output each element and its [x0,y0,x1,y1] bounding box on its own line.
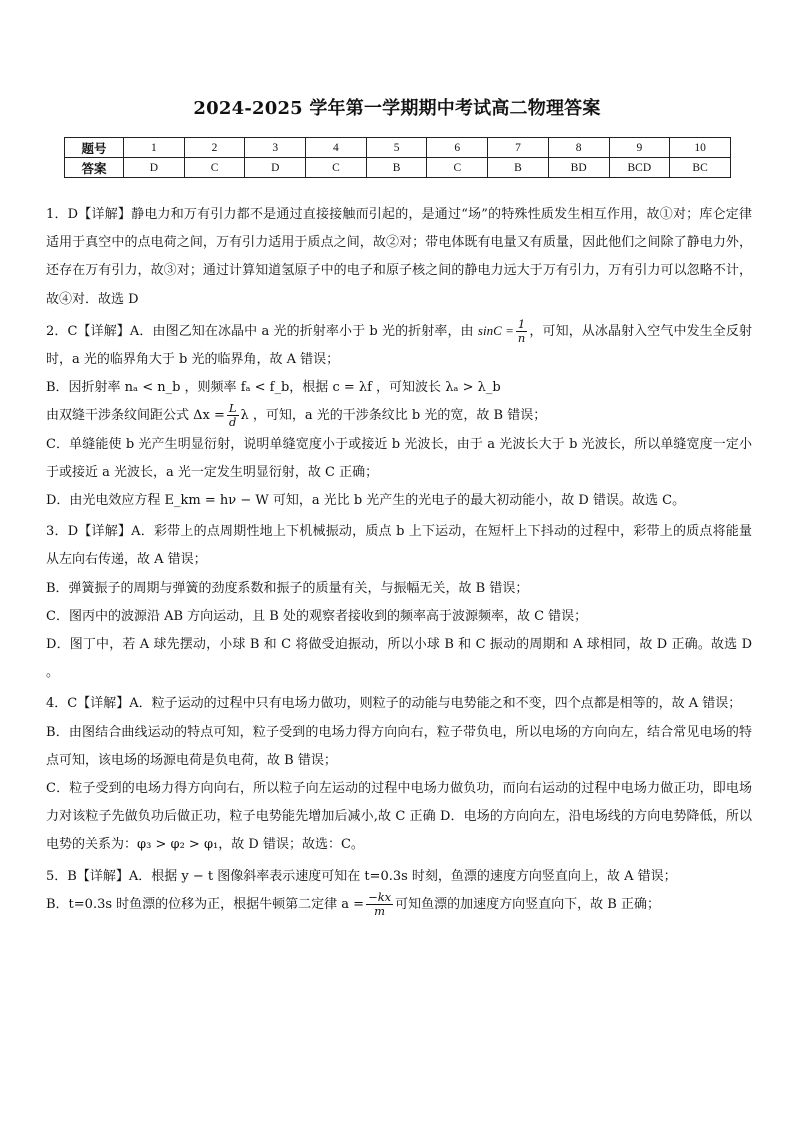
q4-option-a: 4．C【详解】A．粒子运动的过程中只有电场力做功，则粒子的动能与电势能之和不变，四个点都是相等的，故 A 错误； [46,696,742,712]
row-header-answer: 答案 [65,158,124,178]
q3-option-c: C．图丙中的波源沿 AB 方向运动，且 B 处的观察者接收到的频率高于波源频率，故 C 错误； [46,608,588,624]
q2-a-formula: sinC = [477,322,514,338]
q4-option-b: B．由图结合曲线运动的特点可知，粒子受到的电场力得方向向右，粒子带负电，所以电场的方向向左，结合常见电场的特点可知，该电场的场源电荷是负电荷，故 B 错误； [46,724,752,768]
q5-b-rest: 可知鱼漂的加速度方向竖直向下，故 B 正确； [395,896,660,912]
answer-cell: C [427,158,488,178]
fraction-denominator: m [374,903,386,918]
fraction-denominator: n [517,330,526,345]
q2-a-fraction [516,318,527,345]
answer-cell: B [366,158,427,178]
question-number: 3 [245,138,306,158]
fraction-denominator: d [229,415,237,430]
question-number: 9 [609,138,670,158]
answer-table [64,137,731,178]
fraction-numerator: L [228,401,237,416]
fraction-numerator: 1 [516,318,527,332]
page-title: 2024-2025 学年第一学期期中考试高二物理答案 [193,98,601,119]
question-number: 6 [427,138,488,158]
answer-row [65,158,731,178]
q2-b2-text: 由双缝干涉条纹间距公式 Δx = [46,408,225,424]
answer-cell: BCD [609,158,670,178]
q2-option-d: D．由光电效应方程 E_km = hν − W 可知，a 光比 b 光产生的光电子的最大初动能小，故 D 错误。故选 C。 [46,493,686,509]
q2-b2-rest: λ ，可知，a 光的干涉条纹比 b 光的宽，故 B 错误； [240,408,547,424]
question-number: 1 [124,138,185,158]
answer-cell: C [306,158,367,178]
answer-cell: D [124,158,185,178]
q2-option-c: C．单缝能使 b 光产生明显衍射，说明单缝宽度小于或接近 b 光波长，由于 a 光波长大于 b 光波长，所以单缝宽度一定小于或接近 a 光波长，a 光一定发生明显衍射，故 C 正确； [46,436,752,480]
q1-explanation: 1．D【详解】静电力和万有引力都不是通过直接接触而引起的，是通过“场”的特殊性质发生相互作用，故①对；库仑定律适用于真空中的点电荷之间，万有引力适用于质点之间，故②对；带电体既有电量又有质量，因此他们之间除了静电力外，还存在万有引力，故③对；通过计算知道氢原子中的电子和原子核之间的静电力远大于万有引力，万有引力可以忽略不计，故④对．故选 D [46,207,752,307]
q3-option-d: D．图丁中，若 A 球先摆动，小球 B 和 C 将做受迫振动，所以小球 B 和 C 振动的周期和 A 球相同，故 D 正确。故选 D 。 [46,637,752,681]
answer-cell: B [488,158,549,178]
answer-cell: C [184,158,245,178]
row-header-number: 题号 [65,138,124,158]
q2-option-a [46,317,752,374]
question-number: 8 [548,138,609,158]
question-number: 2 [184,138,245,158]
q2-a-rest: ，可知，从冰晶射入空气中发生全反射时，a 光的临界角大于 b 光的临界角，故 A 错误； [46,323,752,368]
fraction-numerator: −kx [368,889,392,904]
q2-b2-fraction [227,402,239,429]
question-number: 5 [366,138,427,158]
question-number: 4 [306,138,367,158]
q5-b-text: B．t=0.3s 时鱼漂的位移为正，根据牛顿第二定律 a = [46,896,365,912]
q5-option-a: 5．B【详解】A．根据 y − t 图像斜率表示速度可知在 t=0.3s 时刻，鱼漂的速度方向竖直向上，故 A 错误； [46,868,677,884]
answer-cell: BC [670,158,731,178]
answer-cell: BD [548,158,609,178]
answer-cell: D [245,158,306,178]
q3-option-a: 3．D【详解】A．彩带上的点周期性地上下机械振动，质点 b 上下运动，在短杆上下抖动的过程中，彩带上的质点将能量从左向右传递，故 A 错误； [46,524,752,568]
q2-a-text: 2．C【详解】A．由图乙知在冰晶中 a 光的折射率小于 b 光的折射率，由 [46,323,474,339]
question-number: 10 [670,138,731,158]
answer-explanations [46,201,752,919]
q5-b-fraction [366,891,393,918]
question-number-row [65,138,731,158]
q4-option-c: C．粒子受到的电场力得方向向右，所以粒子向左运动的过程中电场力做负功，而向右运动的过程中电场力做正功，即电场力对该粒子先做负功后做正功，粒子电势能先增加后减小,故 C 正确 D．电场的方向向左，沿电场线的方向电势降低，所以电势的关系为：φ₃ > φ₂ > φ₁，故 D 错误；故选：C。 [46,781,752,853]
q5-option-b [46,891,752,919]
q3-option-b: B．弹簧振子的周期与弹簧的劲度系数和振子的质量有关，与振幅无关，故 B 错误； [46,580,529,596]
q2-option-b: B．因折射率 nₐ < n_b ，则频率 fₐ < f_b，根据 c = λf ，可知波长 λₐ > λ_b [46,380,501,396]
q2-option-b-continued [46,402,752,430]
question-number: 7 [488,138,549,158]
